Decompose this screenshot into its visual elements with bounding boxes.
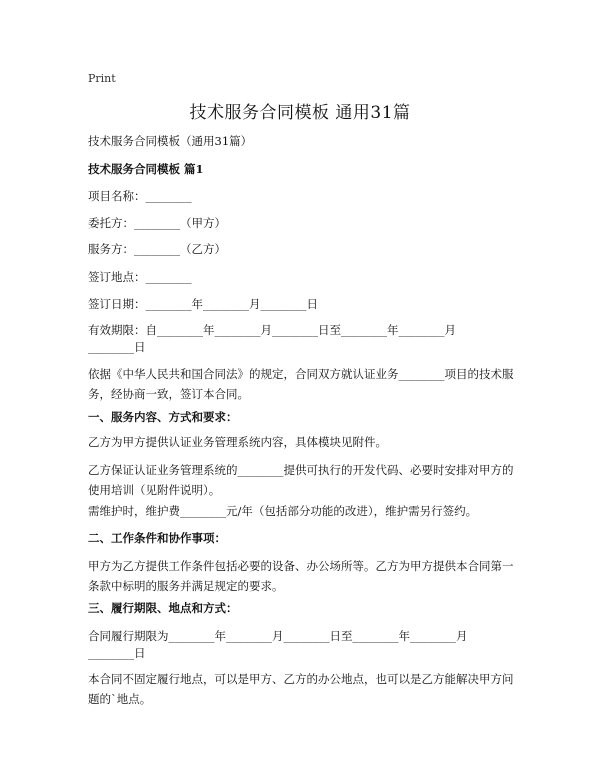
- client-line: 委托方：________（甲方）: [88, 216, 226, 230]
- validity-line-1: 有效期限：自________年________月________日至________年________月: [88, 323, 456, 337]
- section-title: 技术服务合同模板 篇1: [88, 162, 204, 176]
- subtitle: 技术服务合同模板（通用31篇）: [88, 134, 253, 148]
- sign-date-line: 签订日期：________年________月________日: [88, 297, 318, 311]
- performance-line-1: 合同履行期限为________年________月________日至________年________月: [88, 629, 468, 643]
- paragraph-location: 本合同不固定履行地点，可以是甲方、乙方的办公地点，也可以是乙方能解决甲方问题的`地点。: [88, 672, 514, 706]
- paragraph-system-content: 乙方为甲方提供认证业务管理系统内容，具体模块见附件。: [88, 435, 387, 449]
- heading-service-content: 一、服务内容、方式和要求：: [88, 410, 238, 424]
- paragraph-maintenance: 需维护时，维护费________元/年（包括部分功能的改进），维护需另行签约。: [88, 504, 478, 518]
- sign-place-line: 签订地点：________: [88, 270, 192, 284]
- paragraph-guarantee: 乙方保证认证业务管理系统的________提供可执行的开发代码、必要时安排对甲方的使用培训（见附件说明）。: [88, 463, 514, 497]
- paragraph-work-conditions: 甲方为乙方提供工作条件包括必要的设备、办公场所等。乙方为甲方提供本合同第一条款中标明的服务并满足规定的要求。: [88, 559, 514, 593]
- heading-work-conditions: 二、工作条件和协作事项：: [88, 531, 226, 545]
- performance-line-2: ________日: [88, 646, 146, 660]
- basis-paragraph: 依据《中华人民共和国合同法》的规定，合同双方就认证业务________项目的技术服务，经协商一致，签订本合同。: [88, 367, 514, 401]
- provider-line: 服务方：________（乙方）: [88, 242, 226, 256]
- page-title: 技术服务合同模板 通用31篇: [189, 103, 411, 123]
- print-label: Print: [88, 72, 116, 85]
- heading-performance: 三、履行期限、地点和方式：: [88, 601, 238, 615]
- validity-line-2: ________日: [88, 340, 146, 354]
- project-name-line: 项目名称：________: [88, 189, 192, 203]
